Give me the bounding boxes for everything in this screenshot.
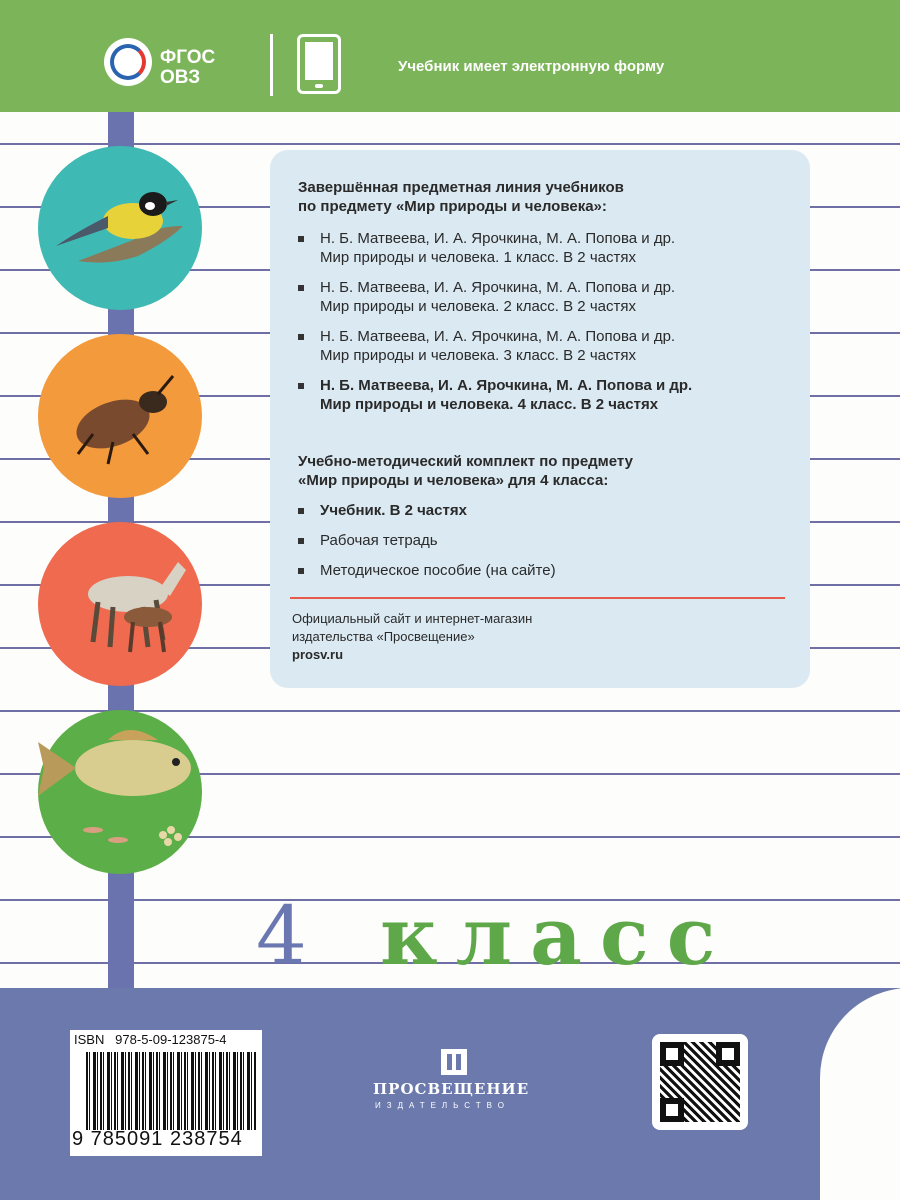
qr-code[interactable]	[652, 1034, 748, 1130]
barcode-icon	[86, 1052, 256, 1130]
bullet-icon	[298, 508, 304, 514]
site-url-link[interactable]: prosv.ru	[292, 647, 344, 662]
kit-heading-line-2: «Мир природы и человека» для 4 класса:	[298, 472, 609, 489]
site-line-1: Официальный сайт и интернет-магазин	[292, 611, 533, 626]
bullet-icon	[298, 383, 304, 389]
fgos-logo-text	[160, 48, 215, 88]
site-line-2: издательства «Просвещение»	[292, 629, 475, 644]
book-1-authors: Н. Б. Матвеева, И. А. Ярочкина, М. А. Попова и др.	[320, 230, 676, 247]
header-divider	[270, 34, 273, 96]
bullet-icon	[298, 538, 304, 544]
kit-item-workbook: Рабочая тетрадь	[320, 532, 438, 549]
series-heading-line-2: по предмету «Мир природы и человека»:	[298, 198, 607, 215]
book-1-title: Мир природы и человека. 1 класс. В 2 частях	[320, 249, 636, 266]
isbn-block	[70, 1030, 262, 1156]
fgos-logo-icon	[104, 38, 152, 86]
book-4-title: Мир природы и человека. 4 класс. В 2 частях	[320, 396, 659, 413]
grade-number: 4	[256, 889, 307, 982]
publisher-logo-icon	[441, 1049, 467, 1075]
fish-illustration	[38, 710, 202, 874]
bullet-icon	[298, 334, 304, 340]
isbn-label: ISBN 978-5-09-123875-4	[74, 1032, 227, 1047]
kit-item-guide: Методическое пособие (на сайте)	[320, 562, 556, 579]
horses-illustration	[38, 522, 202, 686]
header-bar	[0, 0, 900, 112]
publisher-subtitle: ИЗДАТЕЛЬСТВО	[375, 1101, 510, 1110]
bullet-icon	[298, 236, 304, 242]
ebook-notice: Учебник имеет электронную форму	[398, 58, 665, 75]
logo-line-1: ФГОС	[160, 47, 216, 68]
barcode-number: 9 785091 238754	[72, 1128, 243, 1150]
bullet-icon	[298, 285, 304, 291]
bullet-icon	[298, 568, 304, 574]
section-divider	[290, 597, 785, 599]
series-heading-line-1: Завершённая предметная линия учебников	[298, 179, 624, 196]
book-2-title: Мир природы и человека. 2 класс. В 2 частях	[320, 298, 636, 315]
kit-item-textbook: Учебник. В 2 частях	[320, 502, 467, 519]
book-2-authors: Н. Б. Матвеева, И. А. Ярочкина, М. А. Попова и др.	[320, 279, 676, 296]
beetle-illustration	[38, 334, 202, 498]
book-3-title: Мир природы и человека. 3 класс. В 2 частях	[320, 347, 636, 364]
ruled-line	[0, 143, 900, 145]
kit-heading-line-1: Учебно-методический комплект по предмету	[298, 453, 633, 470]
logo-line-2: ОВЗ	[160, 67, 201, 88]
publisher-name: ПРОСВЕЩЕНИЕ	[373, 1080, 530, 1098]
book-4-authors: Н. Б. Матвеева, И. А. Ярочкина, М. А. Попова и др.	[320, 377, 693, 394]
qr-code-icon	[660, 1042, 740, 1122]
tablet-icon	[297, 34, 341, 94]
grade-word: класс	[380, 889, 734, 983]
book-3-authors: Н. Б. Матвеева, И. А. Ярочкина, М. А. Попова и др.	[320, 328, 676, 345]
bird-illustration	[38, 146, 202, 310]
